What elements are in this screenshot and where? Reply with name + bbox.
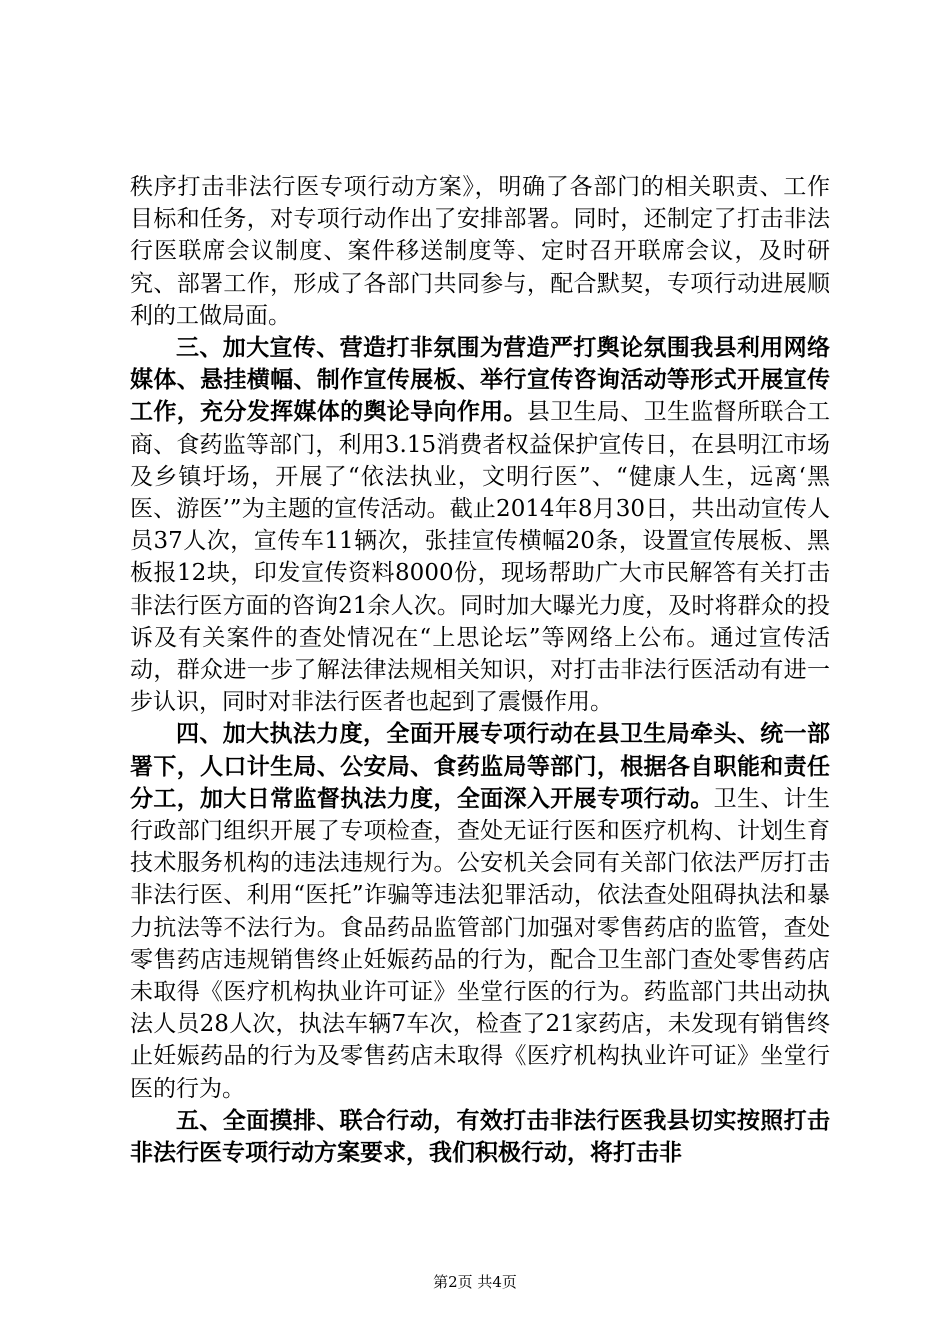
paragraph-section-5 <box>130 1105 830 1169</box>
paragraph-text: 卫生、计生行政部门组织开展了专项检查，查处无证行医和医疗机构、计划生育技术服务机构的违法违规行为。公安机关会同有关部门依法严厉打击非法行医、利用“医托”诈骗等违法犯罪活动，依法查处阻碍执法和暴力抗法等不法行为。食品药品监管部门加强对零售药店的监管，查处零售药店违规销售终止妊娠药品的行为，配合卫生部门查处零售药店未取得《医疗机构执业许可证》坐堂行医的行为。药监部门共出动执法人员28人次，执法车辆7车次，检查了21家药店，未发现有销售终止妊娠药品的行为及零售药店未取得《医疗机构执业许可证》坐堂行医的行为。 <box>130 785 831 1102</box>
section-heading: 五、全面摸排、联合行动，有效打击非法行医我县切实按照打击非法行医专项行动方案要求，我们积极行动，将打击非 <box>130 1106 830 1167</box>
paragraph-continuation <box>130 171 830 332</box>
paragraph-section-4 <box>130 718 830 1104</box>
paragraph-text: 秩序打击非法行医专项行动方案》，明确了各部门的相关职责、工作目标和任务，对专项行动作出了安排部署。同时，还制定了打击非法行医联席会议制度、案件移送制度等、定时召开联席会议，及时研究、部署工作，形成了各部门共同参与，配合默契，专项行动进展顺利的工做局面。 <box>130 174 830 329</box>
paragraph-text: 县卫生局、卫生监督所联合工商、食药监等部门，利用3.15消费者权益保护宣传日，在县明江市场及乡镇圩场，开展了“依法执业，文明行医”、“健康人生，远离‘黑医、游医’”为主题的宣传活动。截止2014年8月30日，共出动宣传人员37人次，宣传车11辆次，张挂宣传横幅20条，设置宣传展板、黑板报12块，印发宣传资料8000份，现场帮助广大市民解答有关打击非法行医方面的咨询21余人次。同时加大曝光力度，及时将群众的投诉及有关案件的查处情况在“上思论坛”等网络上公布。通过宣传活动，群众进一步了解法律法规相关知识，对打击非法行医活动有进一步认识，同时对非法行医者也起到了震慑作用。 <box>130 399 831 716</box>
section-heading: 四、加大执法力度，全面开展专项行动在县卫生局牵头、统一部署下，人口计生局、公安局、食药监局等部门，根据各自职能和责任分工，加大日常监督执法力度，全面深入开展专项行动。 <box>130 720 830 812</box>
page-footer: 第2页 共4页 <box>433 1273 517 1291</box>
document-body <box>130 171 830 1169</box>
section-heading: 三、加大宣传、营造打非氛围为营造严打舆论氛围我县利用网络媒体、悬挂横幅、制作宣传展板、举行宣传咨询活动等形式开展宣传工作，充分发挥媒体的舆论导向作用。 <box>130 334 830 426</box>
paragraph-section-3 <box>130 332 830 718</box>
